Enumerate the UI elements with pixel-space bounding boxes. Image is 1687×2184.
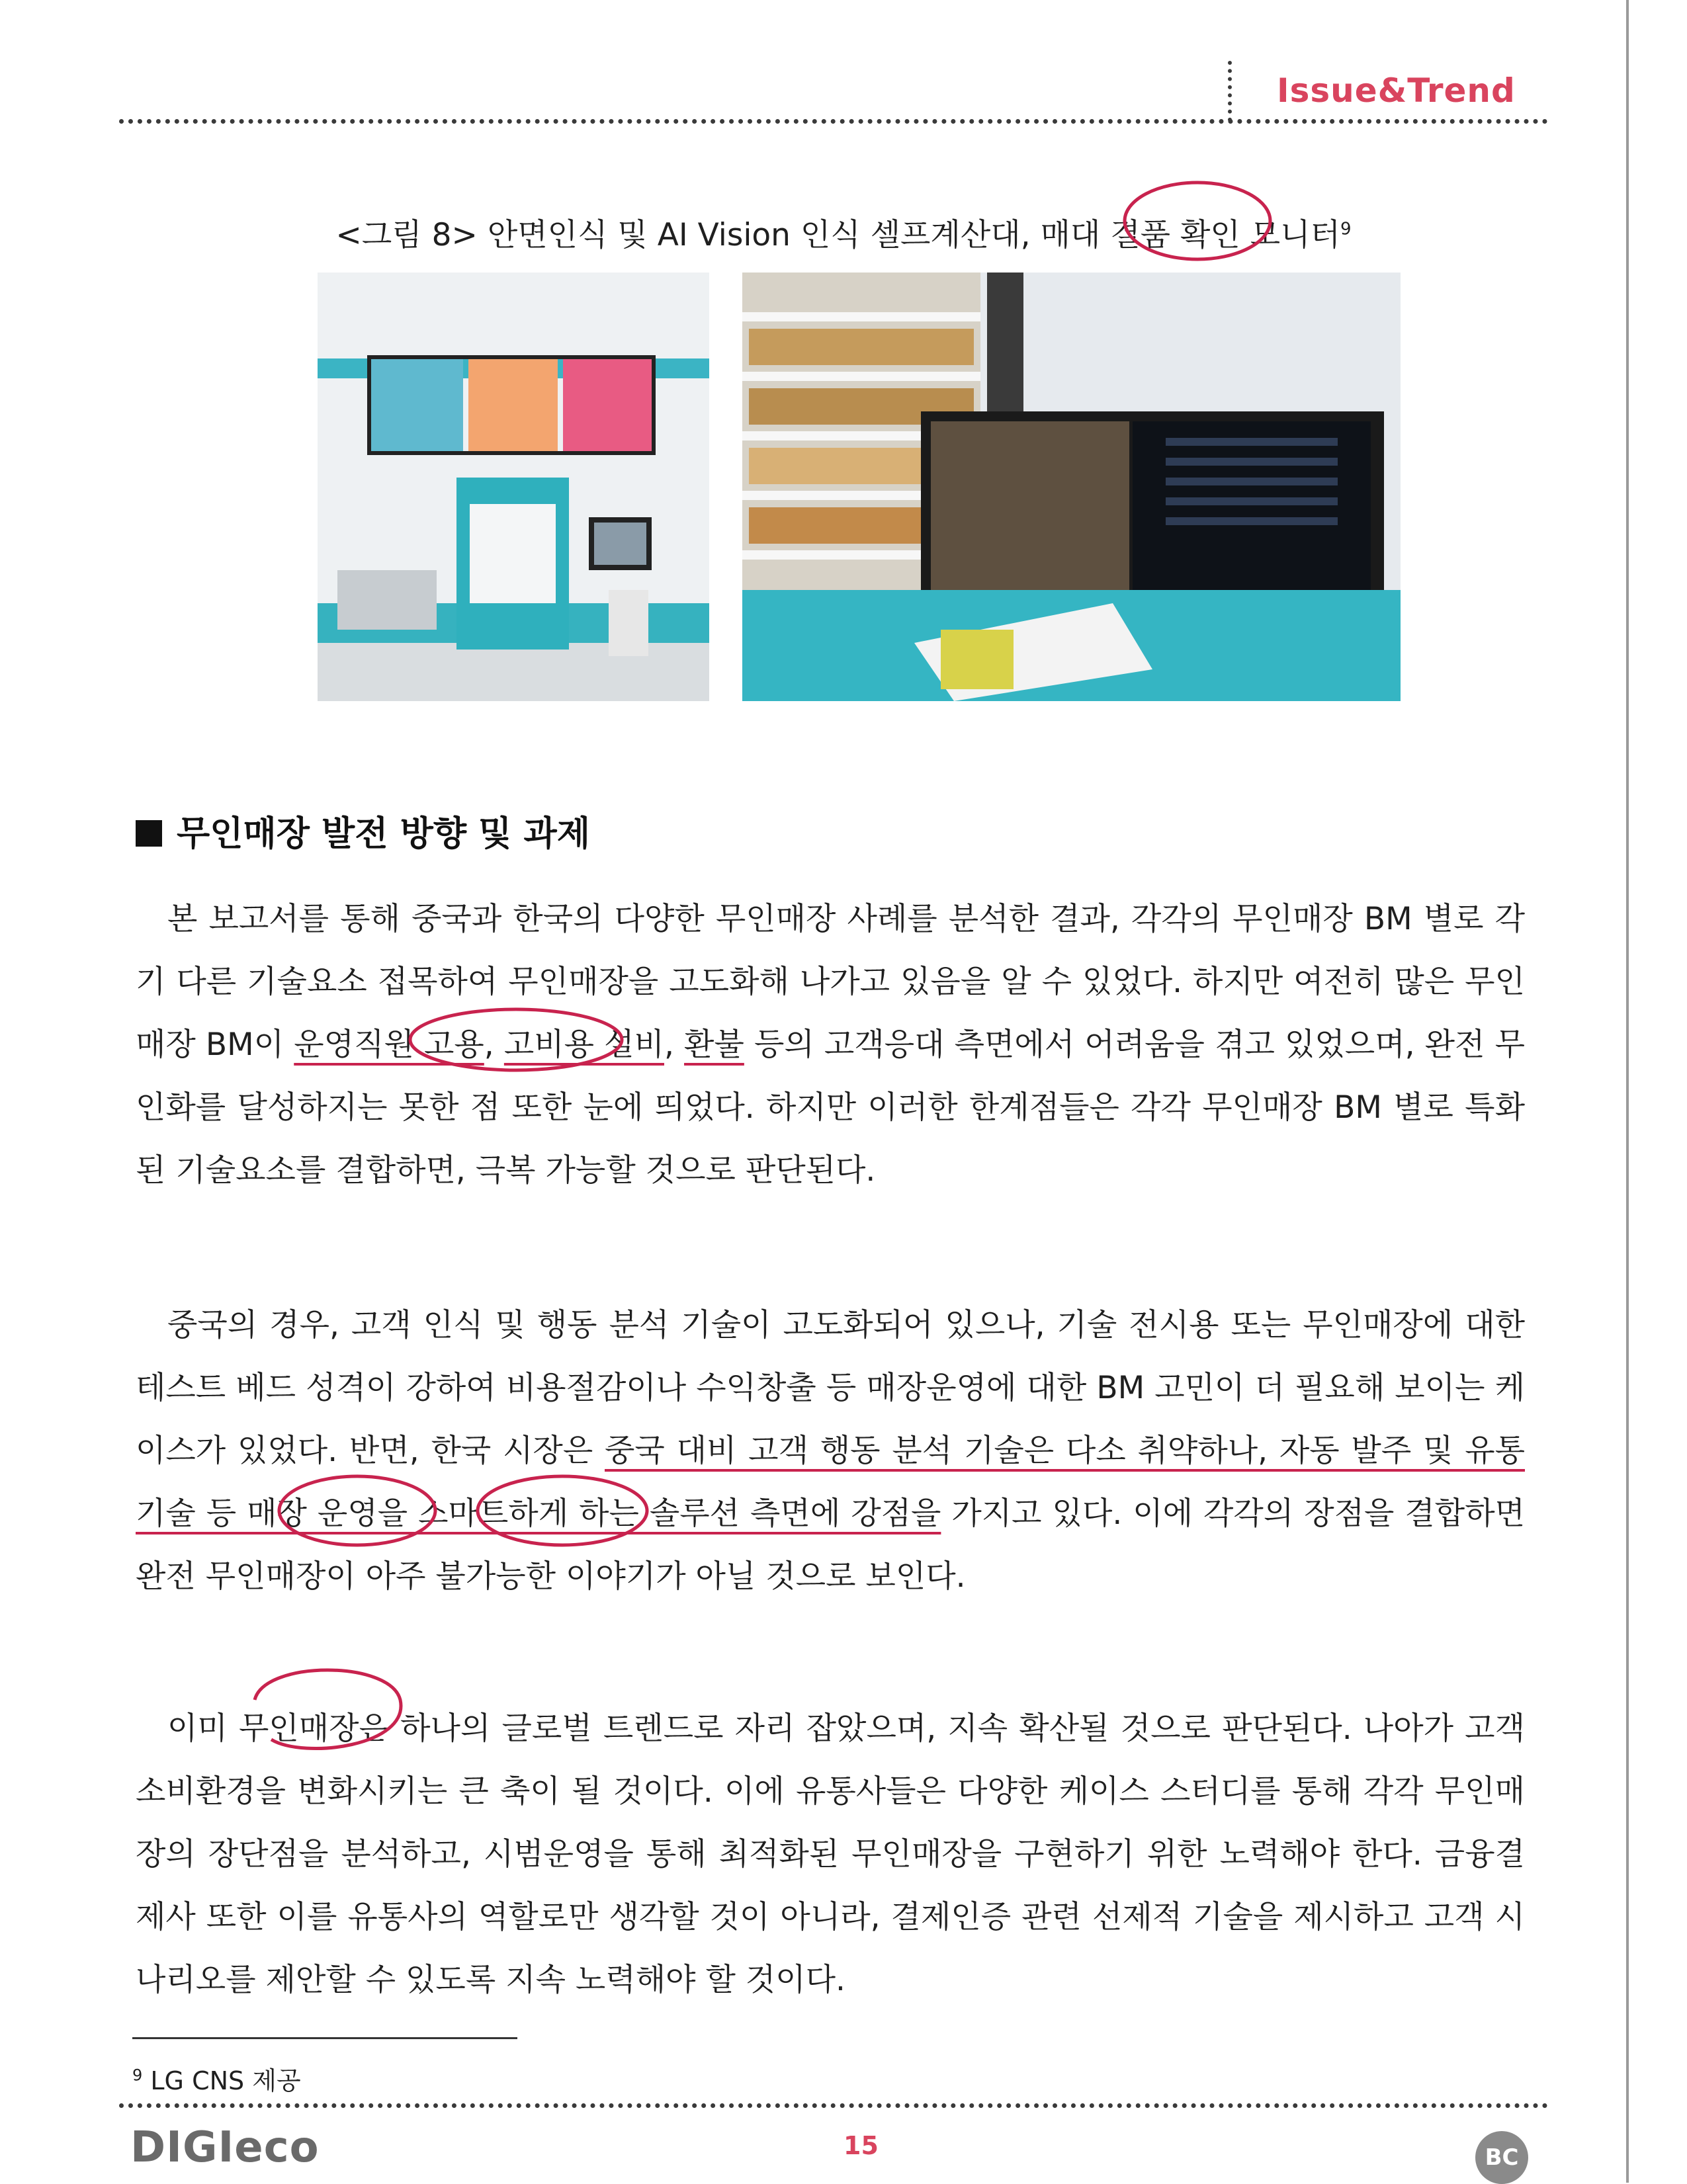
paragraph-1 [136, 888, 1525, 1202]
footnote-text: LG CNS 제공 [150, 2066, 301, 2095]
shelf-monitor-photo [742, 273, 1401, 701]
self-checkout-photo [318, 273, 709, 701]
header-separator [1228, 61, 1232, 122]
caption-circle-annotation [1118, 173, 1277, 266]
footnote-number: 9 [132, 2066, 143, 2085]
paragraph-2-text-a: 중국의 경우, 고객 인식 및 행동 분석 기술이 고도화되어 있으나, 기술 전시용 또는 무인매장에 대한 테스트 베드 성격이 강하여 비용절감이나 수익창출 등 매장운영에 대한 BM 고민이 더 필요해 보이는 케이스가 있었다. 반면, 한국 시장은 [136, 1307, 1525, 1469]
paragraph-1-text-a: 본 보고서를 통해 중국과 한국의 다양한 무인매장 사례를 분석한 결과, 각각의 무인매장 BM 별로 각기 다른 기술요소 접목하여 무인매장을 고도화해 나가고 있음을 알 수 있었다. 하지만 여전히 많은 무인매장 BM이 [136, 901, 1525, 1063]
section-label: Issue&Trend [1277, 71, 1516, 110]
paragraph-1-text-b: , [484, 1027, 504, 1063]
page-number: 15 [844, 2131, 879, 2160]
paragraph-3: 이미 무인매장은 하나의 글로벌 트렌드로 자리 잡았으며, 지속 확산될 것으로 판단된다. 나아가 고객 소비환경을 변화시키는 큰 축이 될 것이다. 이에 유통사들은 다양한 케이스 스터디를 통해 각각 무인매장의 장단점을 분석하고, 시범운영을 통해 최적화된 무인매장을 구현하기 위한 노력해야 한다. 금융결제사 또한 이를 유통사의 역할로만 생각할 것이 아니라, 결제인증 관련 선제적 기술을 제시하고 고객 시나리오를 제안할 수 있도록 지속 노력해야 할 것이다. [136, 1710, 1525, 1998]
figure-caption [0, 210, 1687, 255]
paragraph-1-underline-3: 환불 [684, 1027, 744, 1063]
digieco-logo: DIGIeco [130, 2123, 320, 2172]
paragraph-2-text-b: 가지고 있다. 이에 각각의 장점을 결합하면 완전 무인매장이 아주 불가능한 이야기가 아닐 것으로 보인다. [136, 1495, 1525, 1595]
paragraph-1-text-d: 등의 고객응대 측면에서 어려움을 겪고 있었으며, 완전 무인화를 달성하지는 못한 점 또한 눈에 띄었다. 하지만 이러한 한계점들은 각각 무인매장 BM 별로 특화된 기술요소를 결합하면, 극복 가능할 것으로 판단된다. [136, 1027, 1525, 1189]
paragraph-1-text-c: , [664, 1027, 685, 1063]
footer-dotted-rule [119, 2103, 1548, 2108]
figure-caption-text: <그림 8> 안면인식 및 AI Vision 인식 셀프계산대, 매대 결품 확인 모니터 [335, 217, 1340, 253]
footnote [132, 2060, 301, 2097]
paragraph-1-underline-1: 운영직원 고용 [294, 1027, 484, 1063]
square-bullet-icon [136, 820, 162, 847]
page-edge-line [1626, 0, 1629, 2183]
footnote-rule [132, 2037, 517, 2039]
paragraph-2 [136, 1294, 1525, 1608]
figure-footnote-ref: 9 [1340, 219, 1352, 239]
section-title-text: 무인매장 발전 방향 및 과제 [177, 814, 590, 854]
bc-badge-icon: BC [1475, 2131, 1528, 2184]
paragraph-1-underline-2: 고비용 설비 [503, 1027, 664, 1063]
header-dotted-rule [119, 119, 1548, 124]
paragraph-2-underline: 중국 대비 고객 행동 분석 기술은 다소 취약하나, 자동 발주 및 유통 기술 등 매장 운영을 스마트하게 하는 솔루션 측면에 강점을 [136, 1433, 1525, 1532]
section-title [136, 806, 590, 855]
